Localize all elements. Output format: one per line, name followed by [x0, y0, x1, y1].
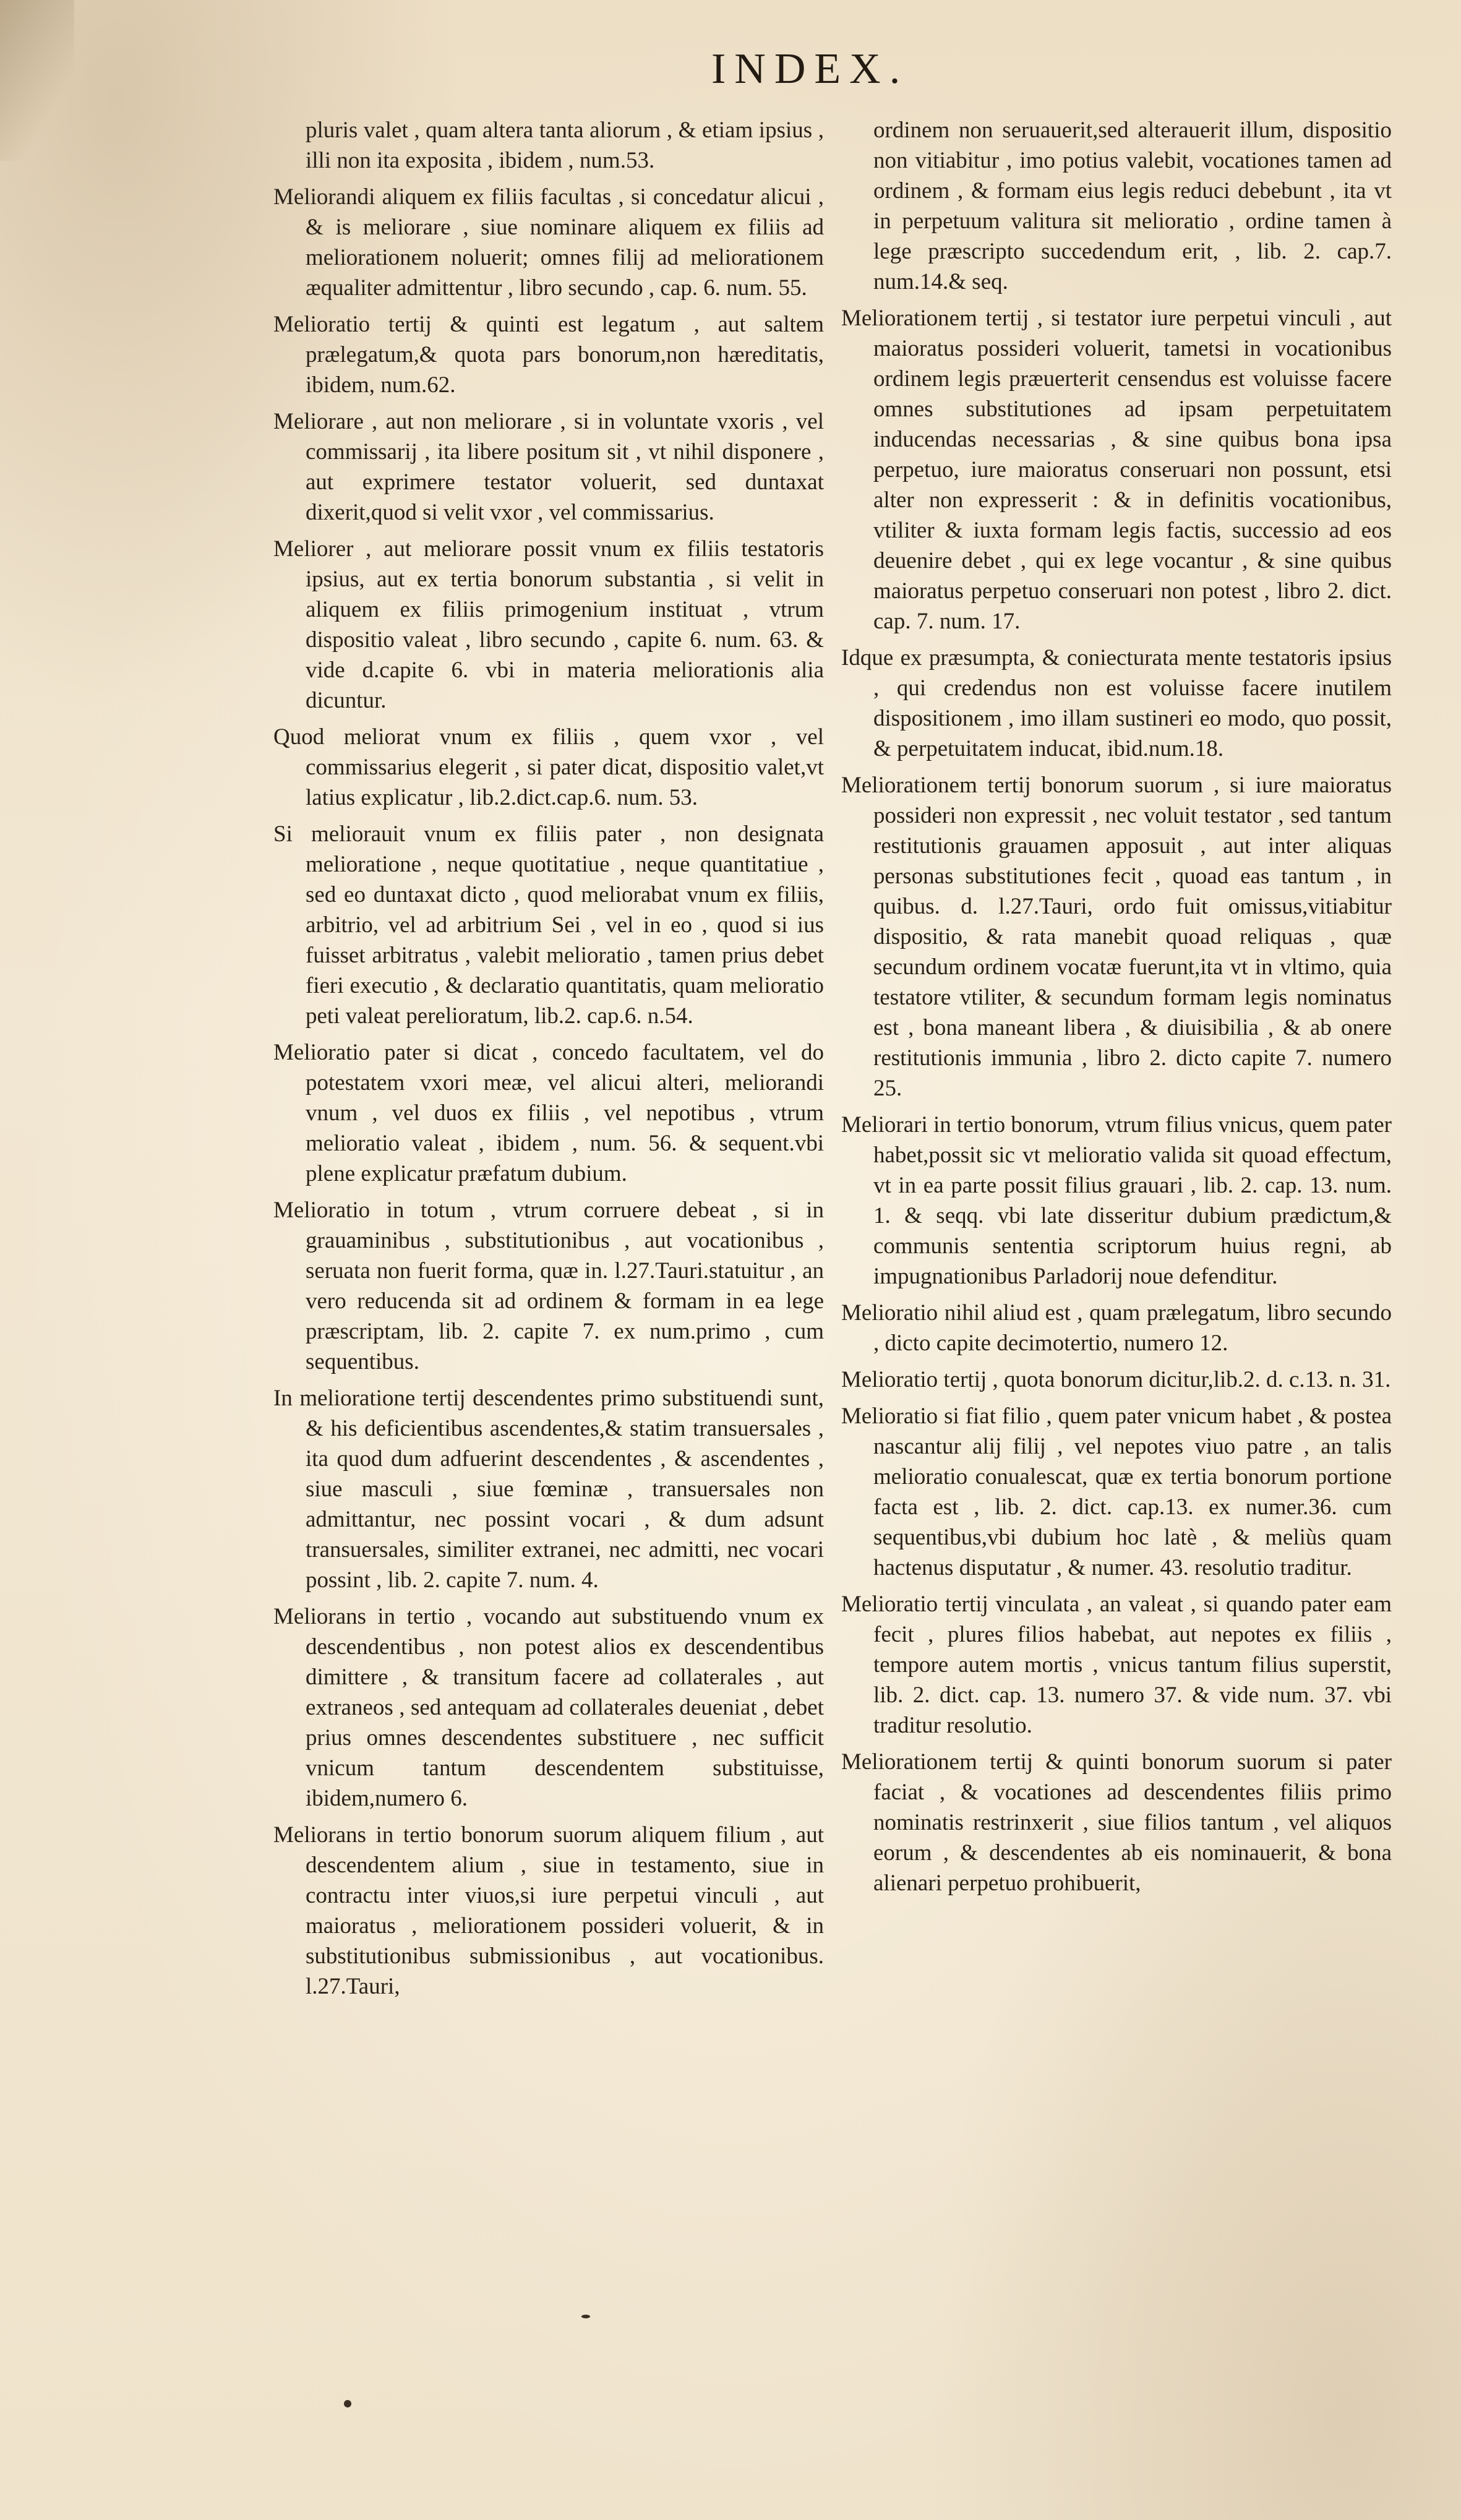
index-entry: ordinem non seruauerit,sed alterauerit illum, dispositio non vitiabitur , imo potius valebit, vocationes tamen ad ordinem , & formam eius legis reduci debebunt , ita vt in perpetuum valitura sit melioratio , ordine tamen à lege præscripto succedendum erit, , lib. 2. cap.7. num.14.& seq. — [873, 118, 1392, 294]
index-entry: Meliorandi aliquem ex filiis facultas , si concedatur alicui , & is meliorare , siue nominare aliquem ex filiis ad meliorationem noluerit; omnes filij ad meliorationem æqualiter admittentur , libro secundo , cap. 6. num. 55. — [273, 184, 824, 301]
index-entry: Meliorari in tertio bonorum, vtrum filius vnicus, quem pater habet,possit sic vt melioratio valida sit quoad effectum, vt in ea parte possit filius grauari , lib. 2. cap. 13. num. 1. & seqq. vbi late disseritur dubium prædictum,& communis sententia scriptorum huius regni, ab impugnationibus Parladorij noue defenditur. — [841, 1112, 1392, 1289]
running-header: INDEX. — [711, 45, 909, 93]
index-entry: Quod meliorat vnum ex filiis , quem vxor , vel commissarius elegerit , si pater dicat, dispositio valet,vt latius explicatur , lib.2.dict.cap.6. num. 53. — [273, 724, 824, 810]
index-entry: Melioratio pater si dicat , concedo facultatem, vel do potestatem vxori meæ, vel alicui alteri, meliorandi vnum , vel duos ex filiis , vel nepotibus , vtrum melioratio valeat , ibidem , num. 56. & sequent.vbi plene explicatur præfatum dubium. — [273, 1040, 824, 1186]
index-entry: Meliorer , aut meliorare possit vnum ex filiis testatoris ipsius, aut ex tertia bonorum substantia , si velit in aliquem ex filiis primogenium instituat , vtrum dispositio valeat , libro secundo , capite 6. num. 63. & vide d.capite 6. vbi in materia meliorationis alia dicuntur. — [273, 536, 824, 713]
index-entry: Melioratio nihil aliud est , quam prælegatum, libro secundo , dicto capite decimotertio, numero 12. — [841, 1300, 1392, 1356]
index-entry: Meliorans in tertio , vocando aut substituendo vnum ex descendentibus , non potest alios ex descendentibus dimittere , & transitum facere ad collaterales , aut extraneos , sed antequam ad collaterales deueniat , debet prius omnes descendentes substituere , nec sufficit vnicum tantum descendentem substituisse, ibidem,numero 6. — [273, 1604, 824, 1811]
index-entry: Idque ex præsumpta, & coniecturata mente testatoris ipsius , qui credendus non est voluisse facere inutilem dispositionem , imo illam sustineri eo modo, quo possit, & perpetuitatem inducat, ibid.num.18. — [841, 645, 1392, 761]
index-entry: pluris valet , quam altera tanta aliorum , & etiam ipsius , illi non ita exposita , ibidem , num.53. — [306, 118, 824, 173]
index-entry: Meliorans in tertio bonorum suorum aliquem filium , aut descendentem alium , siue in testamento, siue in contractu inter viuos,si iure perpetui vinculi , aut maioratus , meliorationem possideri voluerit, & in substitutionibus submissionibus , aut vocationibus. l.27.Tauri, — [273, 1822, 824, 1999]
index-entry: Melioratio tertij vinculata , an valeat , si quando pater eam fecit , plures filios habebat, aut nepotes ex filiis , tempore autem mortis , vnicus tantum filius superstit, lib. 2. dict. cap. 13. numero 37. & vide num. 37. vbi traditur resolutio. — [841, 1592, 1392, 1738]
index-entry: Melioratio si fiat filio , quem pater vnicum habet , & postea nascantur alij filij , vel nepotes viuo patre , an talis melioratio conualescat, quæ ex tertia bonorum portione facta est , lib. 2. dict. cap.13. ex numer.36. cum sequentibus,vbi dubium hoc latè , & meliùs quam hactenus disputatur , & numer. 43. resolutio traditur. — [841, 1404, 1392, 1580]
ink-speck — [344, 2400, 351, 2407]
index-entry: Meliorationem tertij & quinti bonorum suorum si pater faciat , & vocationes ad descendentes filiis primo nominatis restrinxerit , siue filios tantum , vel aliquos eorum , & descendentes ab eis nominauerit, & bona alienari perpetuo prohibuerit, — [841, 1749, 1392, 1896]
ink-speck — [581, 2315, 590, 2318]
index-entry: In melioratione tertij descendentes primo substituendi sunt, & his deficientibus ascendentes,& statim transuersales , ita quod dum adfuerint descendentes , & ascendentes , siue masculi , siue fœminæ , transuersales non admittantur, nec possint vocari , & dum adsunt transuersales, similiter extranei, nec admitti, nec vocari possint , lib. 2. capite 7. num. 4. — [273, 1386, 824, 1593]
index-column-left — [273, 115, 824, 2008]
index-entry: Melioratio in totum , vtrum corruere debeat , si in grauaminibus , substitutionibus , aut vocationibus , seruata non fuerit forma, quæ in. l.27.Tauri.statuitur , an vero reducenda sit ad ordinem & formam in ea lege præscriptam, lib. 2. capite 7. ex num.primo , cum sequentibus. — [273, 1198, 824, 1374]
index-entry: Si meliorauit vnum ex filiis pater , non designata melioratione , neque quotitatiue , neque quantitatiue , sed eo duntaxat dicto , quod meliorabat vnum ex filiis, arbitrio, vel ad arbitrium Sei , vel in eo , quod si ius fuisset arbitratus , valebit melioratio , tamen prius debet fieri executio , & declaratio quantitatis, quam melioratio peti valeat perelioratum, lib.2. cap.6. n.54. — [273, 821, 824, 1029]
page-corner-stain — [0, 0, 74, 161]
index-entry: Melioratio tertij , quota bonorum dicitur,lib.2. d. c.13. n. 31. — [841, 1367, 1391, 1392]
index-entry: Meliorare , aut non meliorare , si in voluntate vxoris , vel commissarij , ita libere positum sit , vt nihil disponere , aut exprimere testator voluerit, sed duntaxat dixerit,quod si velit vxor , vel commissarius. — [273, 409, 824, 525]
index-column-right — [841, 115, 1392, 1905]
index-entry: Meliorationem tertij , si testator iure perpetui vinculi , aut maioratus possideri voluerit, tametsi in vocationibus ordinem legis præuerterit censendus est voluisse facere omnes substitutiones ad ipsam perpetuitatem inducendas necessarias , & sine quibus bona ipsa perpetuo, iure maioratus conseruari non possunt, etsi alter non expresserit : & in definitis vocationibus, vtiliter & iuxta formam legis factis, successio ad eos deuenire debet , qui ex lege vocantur , & sine quibus maioratus perpetuo conseruari non potest , libro 2. dict. cap. 7. num. 17. — [841, 306, 1392, 634]
index-entry: Meliorationem tertij bonorum suorum , si iure maioratus possideri non expressit , nec voluit testator , sed tantum restitutionis grauamen apposuit , aut inter aliquas personas substitutiones fecit , quoad eas tantum , in quibus. d. l.27.Tauri, ordo fuit omissus,vitiabitur dispositio, & rata manebit quoad reliquas , quæ secundum ordinem vocatæ fuerunt,ita vt in vltimo, quia testatore vtiliter, & secundum formam legis nominatus est , bona maneant libera , & diuisibilia , & ab onere restitutionis immunia , libro 2. dicto capite 7. numero 25. — [841, 773, 1392, 1101]
index-entry: Melioratio tertij & quinti est legatum , aut saltem prælegatum,& quota pars bonorum,non hæreditatis, ibidem, num.62. — [273, 312, 824, 398]
